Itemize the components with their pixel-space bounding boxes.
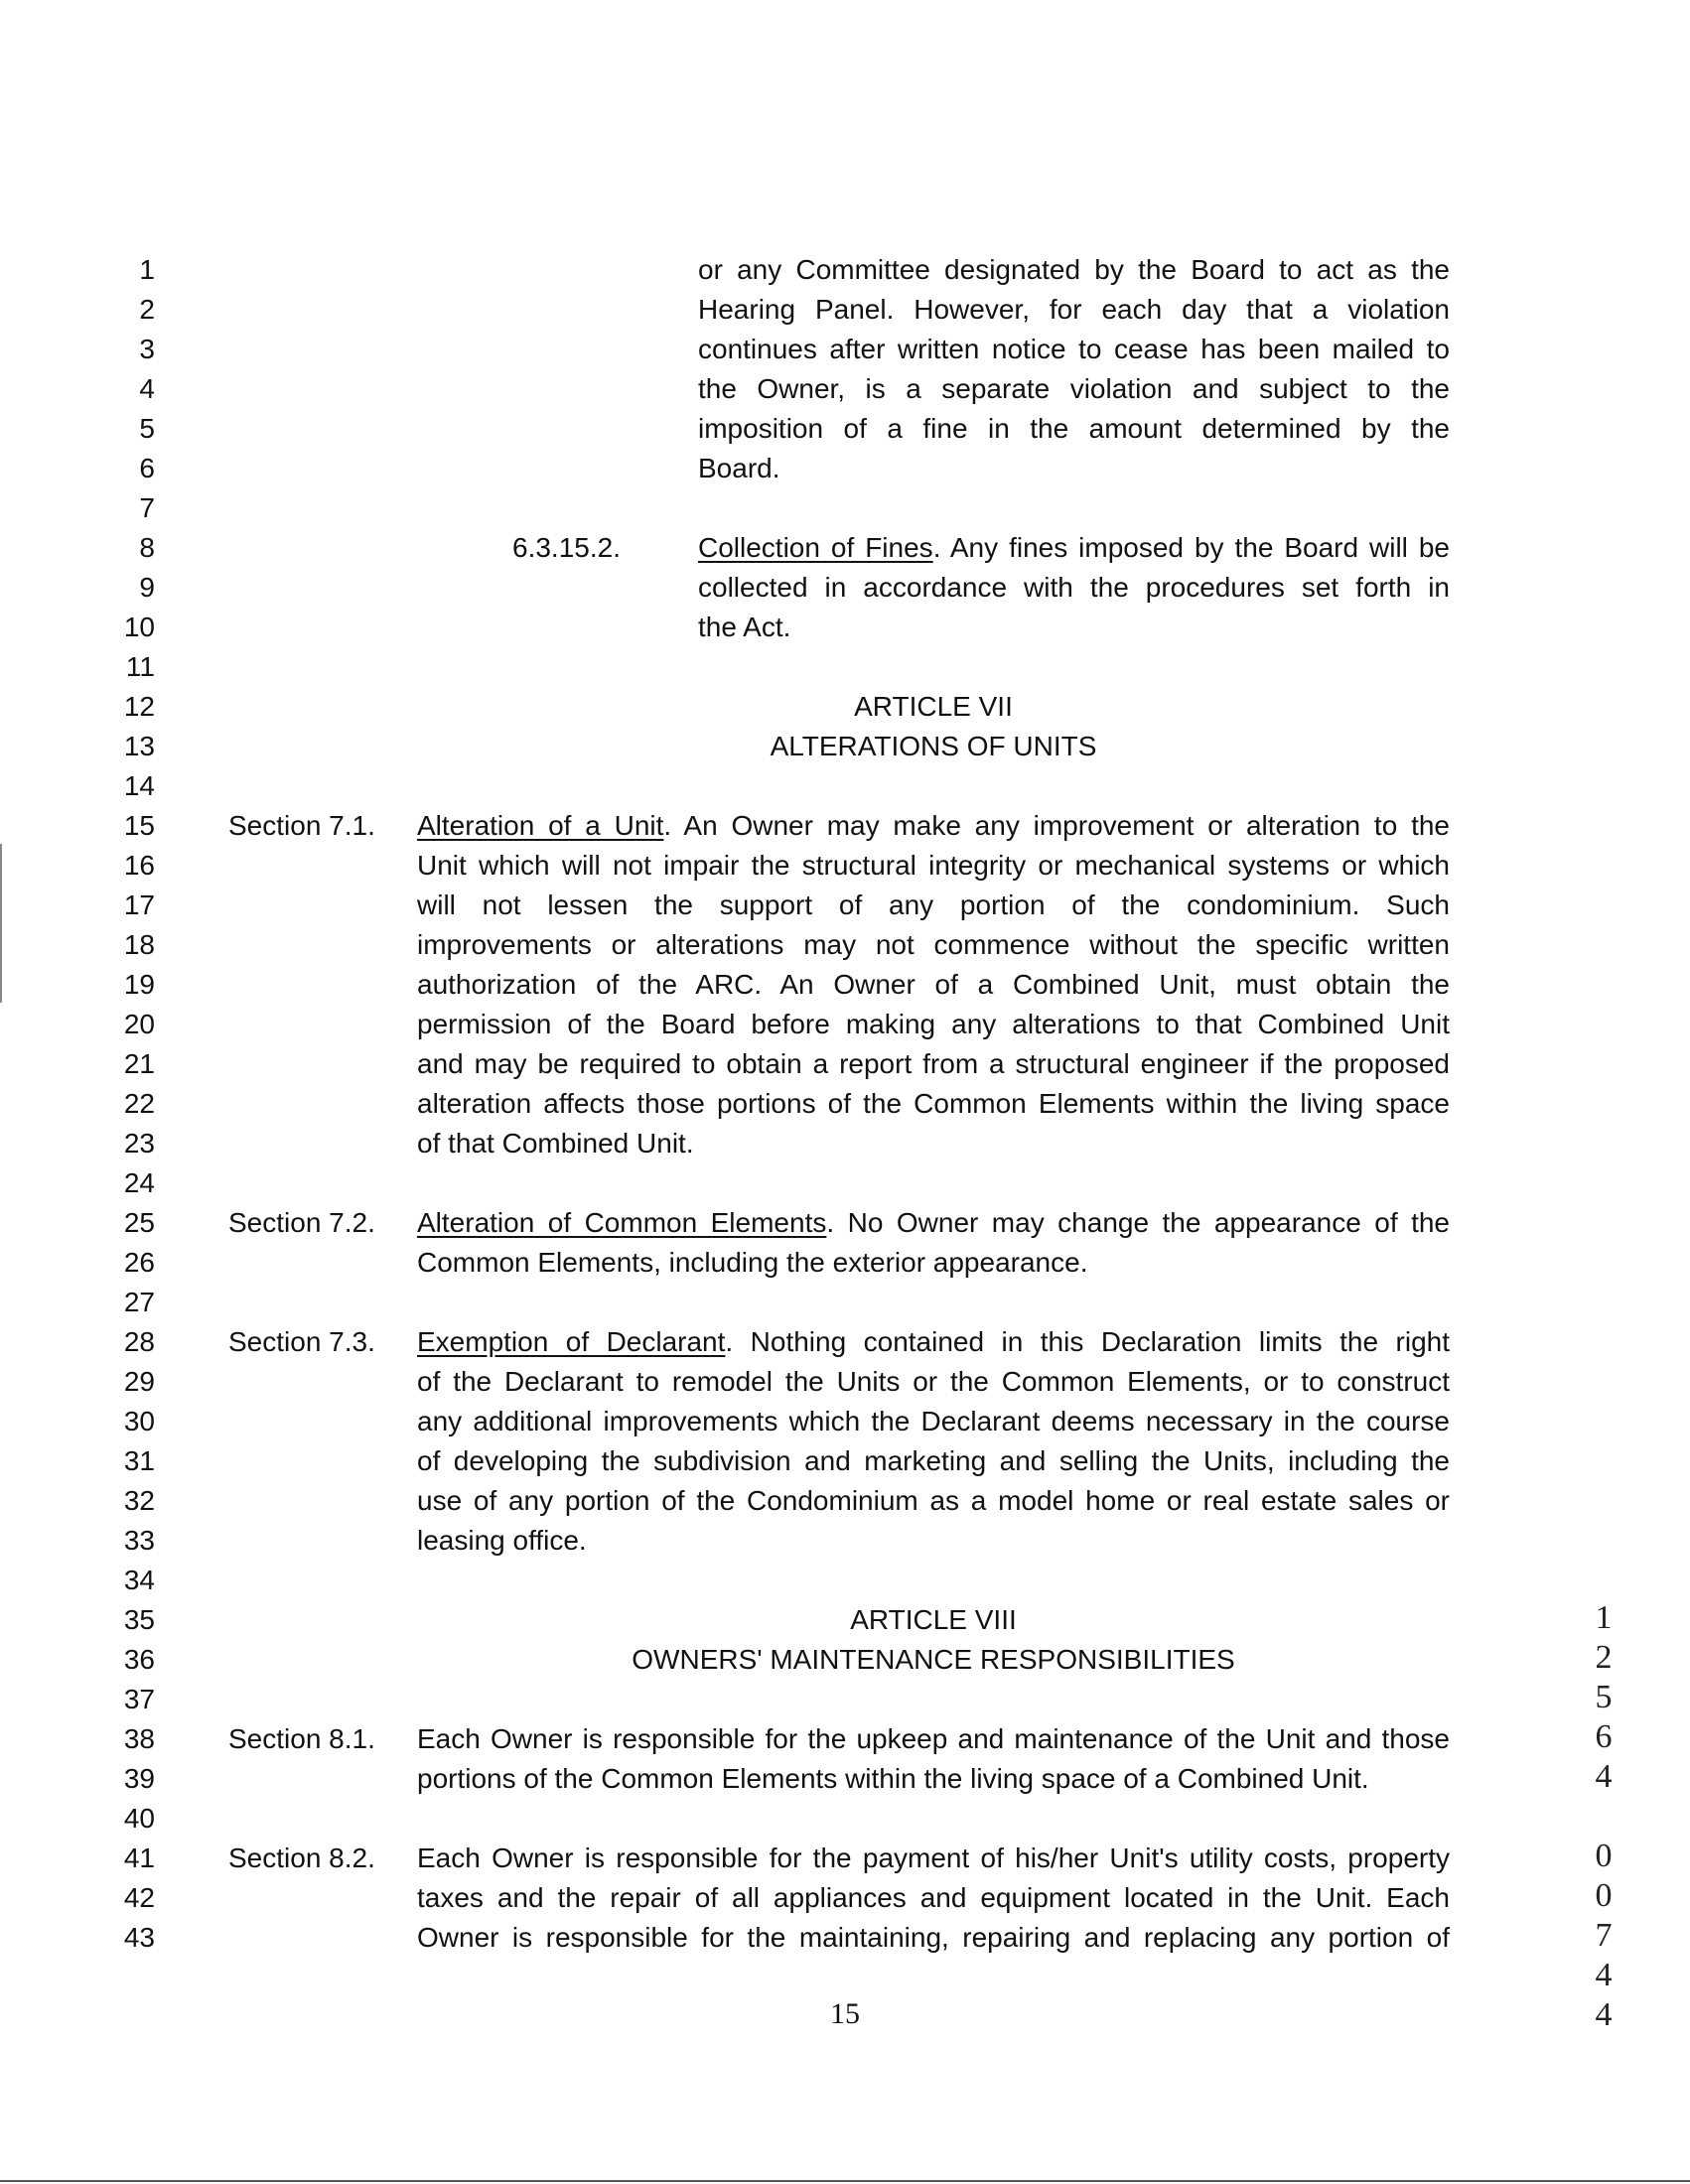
stamp-digit (1589, 1797, 1619, 1837)
subsection-title: Collection of Fines (698, 532, 933, 563)
section-8-2-body (417, 1839, 1450, 1958)
section-label: Section 7.1. (228, 810, 375, 841)
line-number: 39 (123, 1763, 155, 1794)
line-number: 13 (123, 731, 155, 761)
line-number: 1 (139, 254, 155, 285)
line-number: 23 (123, 1128, 155, 1159)
text-line: of developing the subdivision and marketing and selling the Units, including the (417, 1445, 1450, 1476)
line-number: 8 (139, 532, 155, 563)
line-number: 42 (123, 1882, 155, 1913)
line-number: 2 (139, 294, 155, 325)
text-line: Common Elements, including the exterior appearance. (417, 1247, 1088, 1278)
text-line (417, 1322, 1450, 1362)
line-number: 3 (139, 334, 155, 364)
line-number: 38 (123, 1723, 155, 1754)
line-number: 35 (123, 1604, 155, 1635)
line-number: 36 (123, 1644, 155, 1675)
line-number: 25 (123, 1207, 155, 1238)
text-line: portions of the Common Elements within the living space of a Combined Unit. (417, 1763, 1369, 1794)
line-number: 41 (123, 1843, 155, 1873)
section-title: Alteration of a Unit (417, 810, 664, 841)
stamp-digit: 4 (1595, 1758, 1613, 1795)
stamp-digit: 6 (1595, 1718, 1613, 1755)
line-number: 31 (123, 1445, 155, 1476)
text-fragment: . Nothing contained in this Declaration limits the right (725, 1326, 1450, 1357)
line-number: 30 (123, 1406, 155, 1436)
text-line: improvements or alterations may not commence without the specific written (417, 929, 1450, 960)
text-line: leasing office. (417, 1525, 587, 1556)
line-number: 22 (123, 1088, 155, 1119)
page-number: 15 (830, 1997, 860, 2030)
stamp-digit: 0 (1595, 1877, 1613, 1914)
text-line: will not lessen the support of any portion of the condominium. Such (417, 889, 1450, 920)
text-line: alteration affects those portions of the Common Elements within the living space (417, 1088, 1450, 1119)
stamp-digit: 5 (1595, 1679, 1613, 1715)
line-number: 6 (139, 453, 155, 483)
section-7-3-body (417, 1322, 1450, 1561)
line-number: 34 (123, 1565, 155, 1595)
section-title: Alteration of Common Elements (417, 1207, 827, 1238)
article-title: OWNERS' MAINTENANCE RESPONSIBILITIES (632, 1644, 1235, 1675)
stamp-digit: 1 (1595, 1599, 1613, 1636)
line-number: 10 (123, 612, 155, 642)
line-number: 12 (123, 691, 155, 722)
stamp-digit: 7 (1595, 1917, 1613, 1954)
line-number: 14 (123, 770, 155, 801)
text-line: the Act. (698, 612, 791, 642)
text-line (417, 1203, 1450, 1243)
text-line (417, 806, 1450, 846)
text-line: Unit which will not impair the structural integrity or mechanical systems or which (417, 850, 1450, 881)
line-number: 7 (139, 492, 155, 523)
article-heading: ARTICLE VIII (850, 1604, 1017, 1635)
section-7-2-body (417, 1203, 1450, 1283)
text-fragment: . No Owner may change the appearance of the (826, 1207, 1451, 1238)
text-line: of the Declarant to remodel the Units or the Common Elements, or to construct (417, 1366, 1450, 1397)
section-label: Section 8.1. (228, 1723, 375, 1754)
text-line: Owner is responsible for the maintaining, repairing and replacing any portion of (417, 1922, 1450, 1953)
line-number: 40 (123, 1803, 155, 1834)
article-title: ALTERATIONS OF UNITS (770, 731, 1097, 761)
text-line: Each Owner is responsible for the payment of his/her Unit's utility costs, property (417, 1843, 1450, 1873)
section-label: Section 7.3. (228, 1326, 375, 1357)
text-line: or any Committee designated by the Board to act as the (698, 254, 1450, 285)
line-number: 16 (123, 850, 155, 881)
section-label: Section 8.2. (228, 1843, 375, 1873)
line-number: 29 (123, 1366, 155, 1397)
stamp-digit: 2 (1595, 1639, 1613, 1676)
text-line: of that Combined Unit. (417, 1128, 694, 1159)
text-fragment: . Any fines imposed by the Board will be (932, 532, 1450, 563)
line-number: 5 (139, 413, 155, 444)
line-number: 24 (123, 1167, 155, 1198)
section-label: Section 7.2. (228, 1207, 375, 1238)
line-number: 37 (123, 1684, 155, 1714)
text-line: imposition of a fine in the amount determined by the (698, 413, 1450, 444)
text-line: collected in accordance with the procedures set forth in (698, 572, 1450, 603)
line-number: 27 (123, 1287, 155, 1317)
text-fragment: . An Owner may make any improvement or alteration to the (663, 810, 1450, 841)
text-line: Hearing Panel. However, for each day that a violation (698, 294, 1450, 325)
bottom-border (0, 2180, 1690, 2182)
text-line (698, 528, 1450, 568)
line-number: 18 (123, 929, 155, 960)
stamp-digit: 4 (1595, 1957, 1613, 1993)
text-line: and may be required to obtain a report from a structural engineer if the proposed (417, 1048, 1450, 1079)
text-line: Each Owner is responsible for the upkeep and maintenance of the Unit and those (417, 1723, 1450, 1754)
line-number: 28 (123, 1326, 155, 1357)
text-line: continues after written notice to cease has been mailed to (698, 334, 1450, 364)
section-8-1-body (417, 1719, 1450, 1799)
continuation-paragraph (698, 250, 1450, 488)
recording-stamp (1589, 1598, 1619, 2035)
line-number: 15 (123, 810, 155, 841)
text-line: Board. (698, 453, 780, 483)
line-number: 33 (123, 1525, 155, 1556)
line-number: 4 (139, 373, 155, 404)
stamp-digit: 0 (1595, 1838, 1613, 1874)
subsection-collection-of-fines (698, 528, 1450, 647)
text-line: permission of the Board before making any alterations to that Combined Unit (417, 1009, 1450, 1039)
text-line: authorization of the ARC. An Owner of a Combined Unit, must obtain the (417, 969, 1450, 1000)
section-title: Exemption of Declarant (417, 1326, 726, 1357)
text-line: use of any portion of the Condominium as a model home or real estate sales or (417, 1485, 1450, 1516)
line-number: 21 (123, 1048, 155, 1079)
section-7-1-body (417, 806, 1450, 1163)
line-number: 32 (123, 1485, 155, 1516)
text-line: taxes and the repair of all appliances and equipment located in the Unit. Each (417, 1882, 1450, 1913)
line-number: 9 (139, 572, 155, 603)
line-number: 11 (125, 651, 155, 682)
line-number: 17 (123, 889, 155, 920)
stamp-digit: 4 (1595, 1996, 1613, 2033)
line-number: 43 (123, 1922, 155, 1953)
line-number: 26 (123, 1247, 155, 1278)
article-heading: ARTICLE VII (854, 691, 1013, 722)
text-line: the Owner, is a separate violation and subject to the (698, 373, 1450, 404)
text-line: any additional improvements which the Declarant deems necessary in the course (417, 1406, 1450, 1436)
scan-edge-mark (0, 844, 2, 1003)
subsection-number: 6.3.15.2. (512, 532, 621, 563)
line-number: 19 (123, 969, 155, 1000)
line-number: 20 (123, 1009, 155, 1039)
